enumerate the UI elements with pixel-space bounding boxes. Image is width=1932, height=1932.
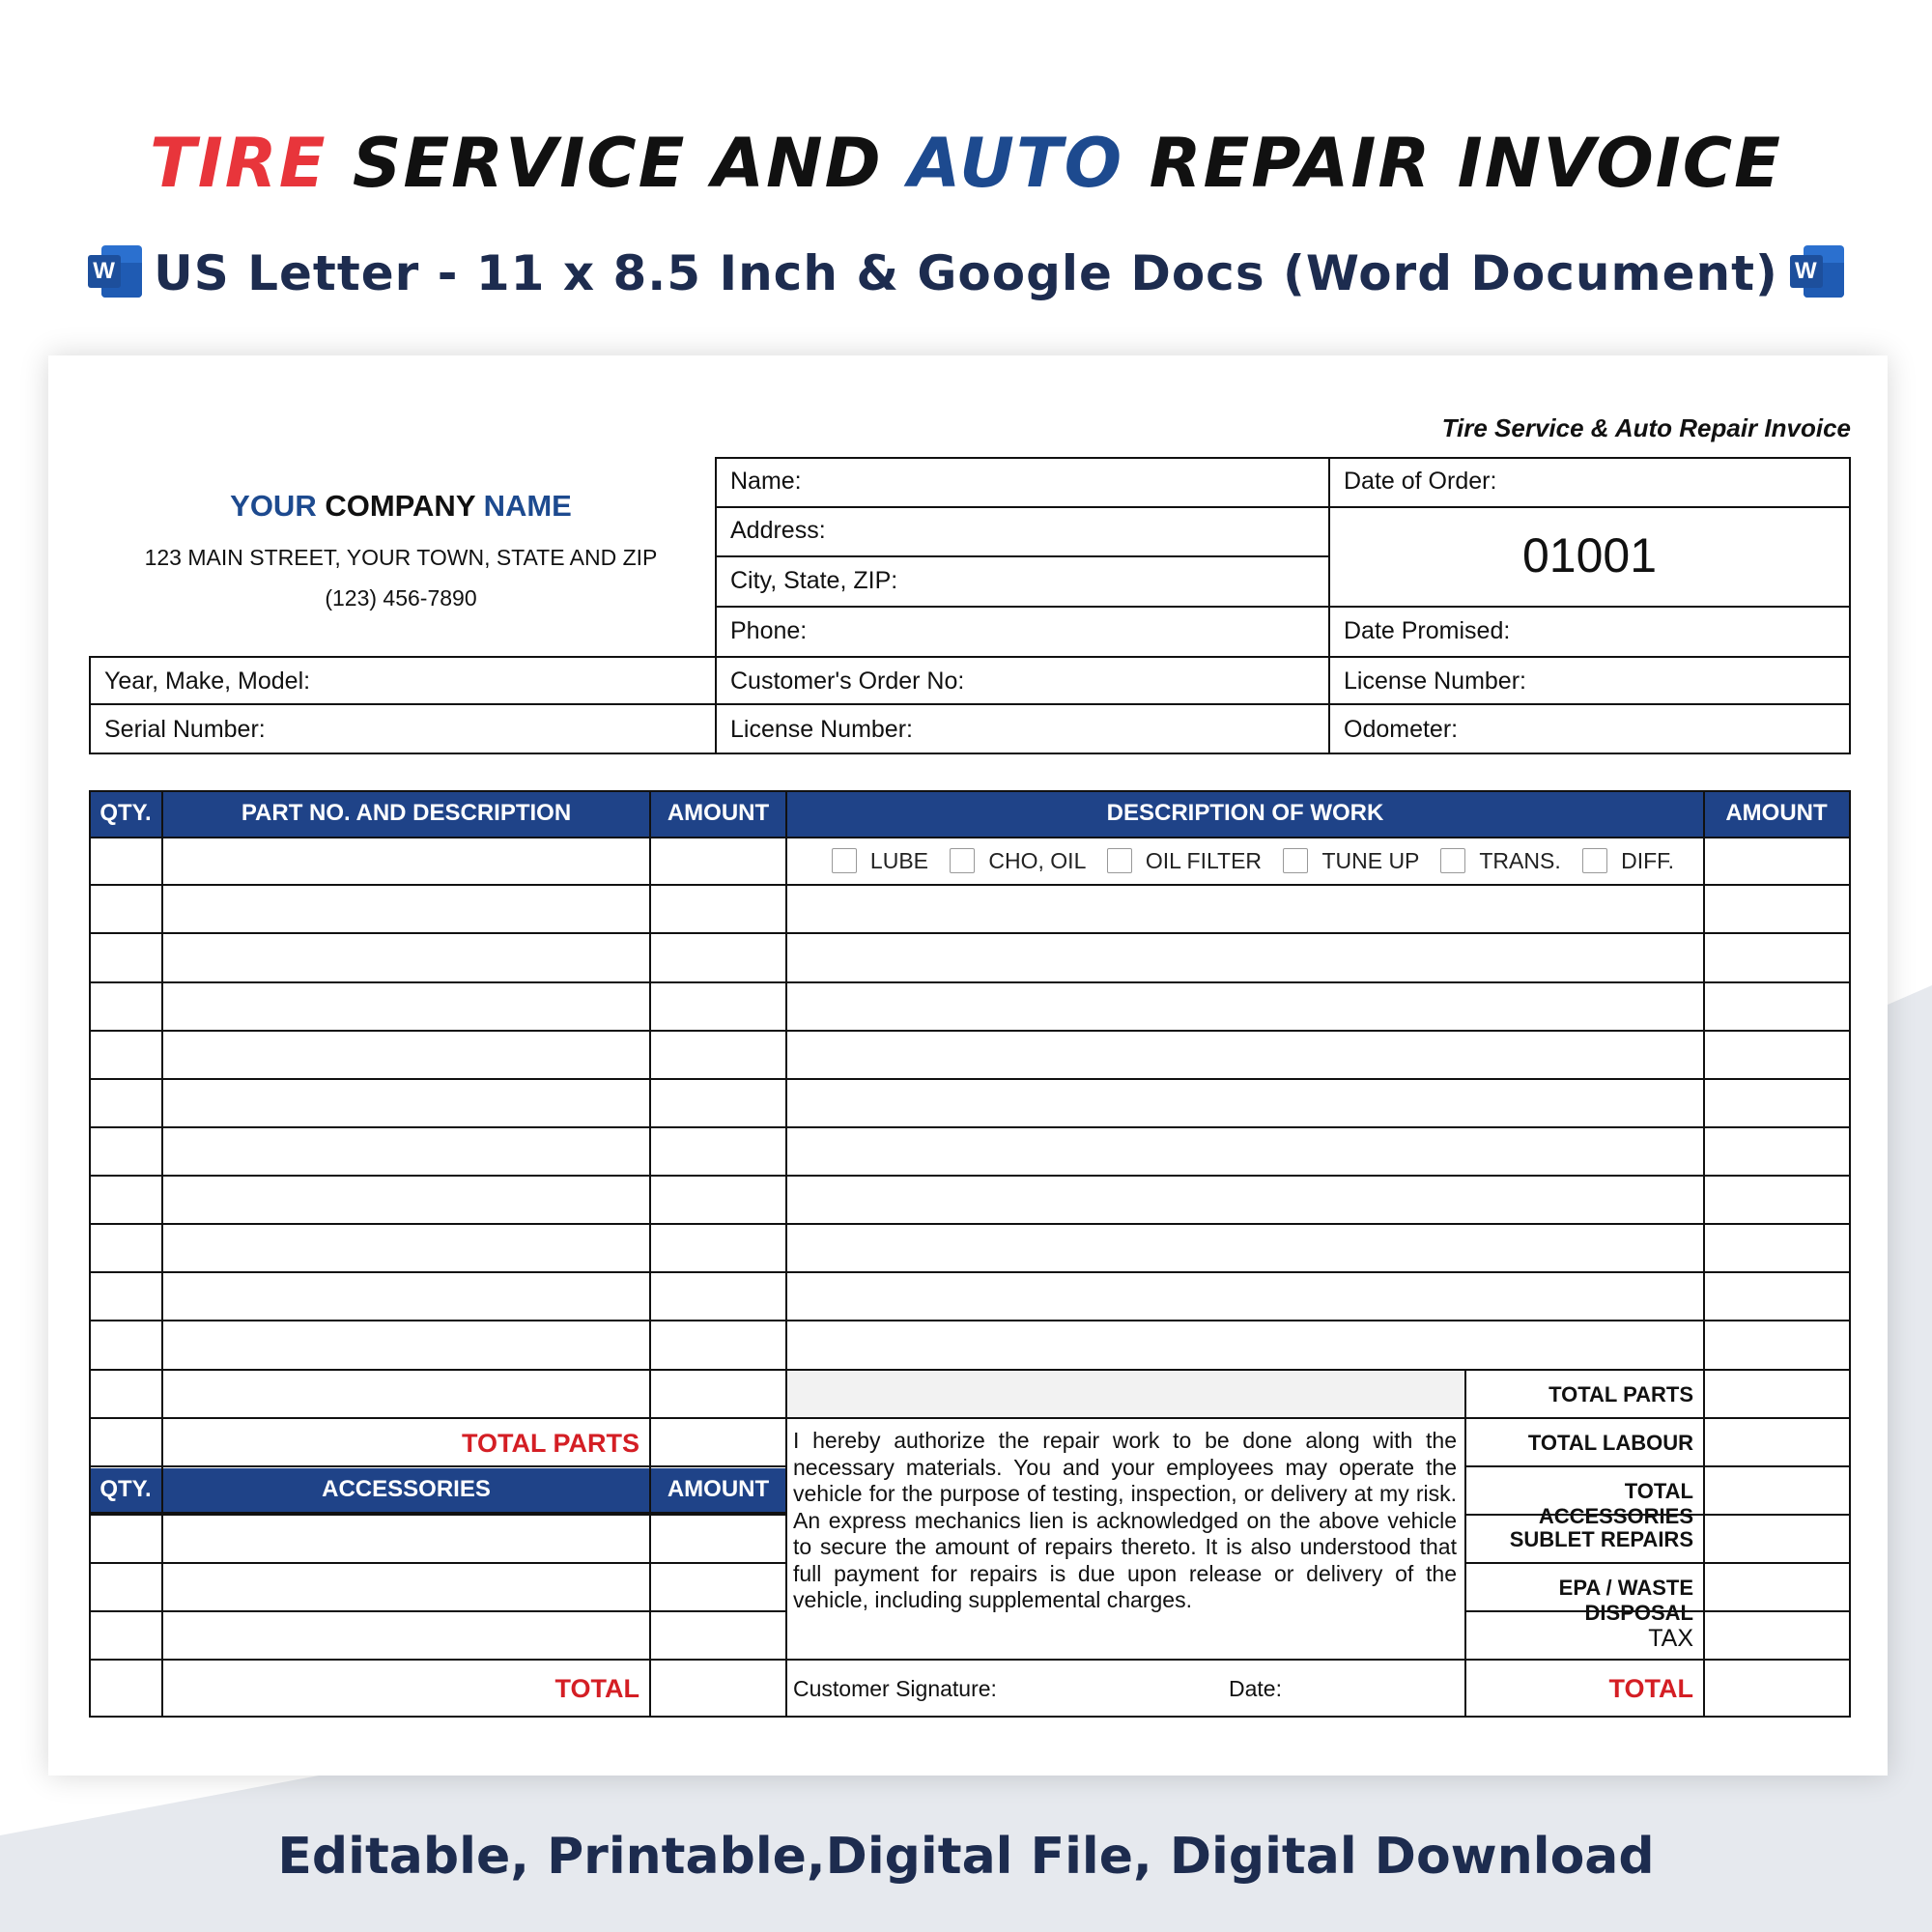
table-rule [89, 1175, 1851, 1177]
table-rule [89, 1514, 786, 1516]
footer-tagline: Editable, Printable,Digital File, Digital Download [277, 1828, 1655, 1886]
company-name: YOUR COMPANY NAME [230, 489, 572, 523]
checkbox[interactable] [950, 848, 975, 873]
document-title: Tire Service & Auto Repair Invoice [1441, 413, 1851, 442]
table-rule [89, 1659, 1851, 1661]
accessories-header: ACCESSORIES [162, 1468, 650, 1513]
customer-signature-field[interactable]: Customer Signature: [793, 1676, 997, 1701]
table-rule [89, 790, 1851, 792]
summary-tax: TAX [1648, 1625, 1693, 1652]
summary-total-parts: TOTAL PARTS [1548, 1382, 1693, 1406]
license-number-field[interactable]: License Number: [730, 716, 913, 743]
company-phone: (123) 456-7890 [325, 585, 477, 611]
customer-city-field[interactable]: City, State, ZIP: [730, 567, 898, 594]
summary-total: TOTAL [1608, 1674, 1693, 1703]
table-rule [89, 790, 91, 1716]
table-rule [89, 1126, 1851, 1128]
table-rule [1465, 1465, 1851, 1467]
summary-total-labour: TOTAL LABOUR [1527, 1431, 1693, 1455]
checkbox[interactable] [832, 848, 857, 873]
accessories-qty-header: QTY. [89, 1468, 162, 1513]
table-rule [89, 932, 1851, 934]
table-rule [1465, 1562, 1851, 1564]
table-rule [89, 1320, 1851, 1321]
signature-date-field[interactable]: Date: [1229, 1676, 1282, 1701]
work-description-header: DESCRIPTION OF WORK [786, 792, 1704, 837]
table-rule [89, 1078, 1851, 1080]
banner-title [0, 124, 1932, 203]
authorization-text: I hereby authorize the repair work to be done along with the necessary materials. You and your employees may operate the vehicle for the purpose of testing, inspection, or delivery at my risk. An express mechanics lien is acknowledged on the above vehicle to secure the amount of repairs thereto. It is also understood that full payment for repairs is due upon release or delivery of the vehicle, including supplemental charges. [793, 1428, 1457, 1612]
date-of-order-field[interactable]: Date of Order: [1344, 468, 1497, 495]
year-make-model-field[interactable]: Year, Make, Model: [104, 668, 311, 695]
table-rule [89, 981, 1851, 983]
banner-title-part1: TIRE [150, 124, 327, 203]
checkbox-label: TRANS. [1479, 848, 1561, 873]
shaded-cell [787, 1371, 1465, 1417]
customer-phone-field[interactable]: Phone: [730, 617, 808, 644]
table-rule [89, 884, 1851, 886]
table-rule [1849, 790, 1851, 1716]
checkbox[interactable] [1283, 848, 1308, 873]
checkbox-label: LUBE [869, 848, 929, 873]
customer-address-field[interactable]: Address: [730, 517, 826, 544]
checkbox-label: OIL FILTER [1145, 848, 1263, 873]
checkbox-label: DIFF. [1621, 848, 1675, 873]
word-document-icon: W [1790, 245, 1844, 298]
table-rule [89, 1465, 786, 1467]
table-rule [785, 790, 787, 1716]
table-rule [1464, 1369, 1466, 1716]
parts-description-header: PART NO. AND DESCRIPTION [162, 792, 650, 837]
work-checkbox-row [786, 848, 1704, 874]
table-rule [649, 790, 651, 1716]
accessories-total-label: TOTAL [554, 1674, 639, 1703]
summary-epa-waste: EPA / WASTE DISPOSAL [1558, 1576, 1693, 1625]
banner-title-part3: AUTO [908, 124, 1124, 203]
table-rule [89, 1223, 1851, 1225]
accessories-amount-header: AMOUNT [650, 1468, 786, 1513]
checkbox-label: CHO, OIL [988, 848, 1086, 873]
table-rule [89, 1271, 1851, 1273]
invoice-sheet [48, 355, 1888, 1776]
table-rule [89, 1369, 1851, 1371]
invoice-number: 01001 [1521, 528, 1658, 582]
word-document-icon: W [88, 245, 142, 298]
customers-order-no-field[interactable]: Customer's Order No: [730, 668, 965, 695]
table-rule [161, 790, 163, 1716]
customer-name-field[interactable]: Name: [730, 468, 802, 495]
table-rule [89, 1512, 786, 1514]
date-promised-field[interactable]: Date Promised: [1344, 617, 1511, 644]
summary-sublet-repairs: SUBLET REPAIRS [1509, 1527, 1693, 1551]
company-address: 123 MAIN STREET, YOUR TOWN, STATE AND ZIP [144, 545, 658, 570]
banner-subtitle: US Letter - 11 x 8.5 Inch & Google Docs (Word Document) [154, 245, 1778, 301]
table-rule [89, 1716, 1851, 1718]
banner-title-part4: REPAIR INVOICE [1149, 124, 1782, 203]
table-rule [89, 1610, 786, 1612]
banner-title-part2: SERVICE AND [352, 124, 883, 203]
table-rule [89, 1562, 786, 1564]
work-amount-header: AMOUNT [1704, 792, 1849, 837]
checkbox-label: TUNE UP [1321, 848, 1419, 873]
total-parts-label: TOTAL PARTS [461, 1429, 639, 1458]
table-rule [89, 1417, 1851, 1419]
checkbox[interactable] [1582, 848, 1607, 873]
checkbox[interactable] [1107, 848, 1132, 873]
table-rule [1703, 790, 1705, 1716]
summary-total-accessories: TOTAL ACCESSORIES [1538, 1479, 1693, 1528]
odometer-field[interactable]: Odometer: [1344, 716, 1459, 743]
license-number-field[interactable]: License Number: [1344, 668, 1526, 695]
parts-amount-header: AMOUNT [650, 792, 786, 837]
table-rule [89, 837, 1851, 838]
checkbox[interactable] [1440, 848, 1465, 873]
banner-subtitle-row [0, 245, 1932, 301]
serial-number-field[interactable]: Serial Number: [104, 716, 266, 743]
parts-qty-header: QTY. [89, 792, 162, 837]
table-rule [89, 1030, 1851, 1032]
